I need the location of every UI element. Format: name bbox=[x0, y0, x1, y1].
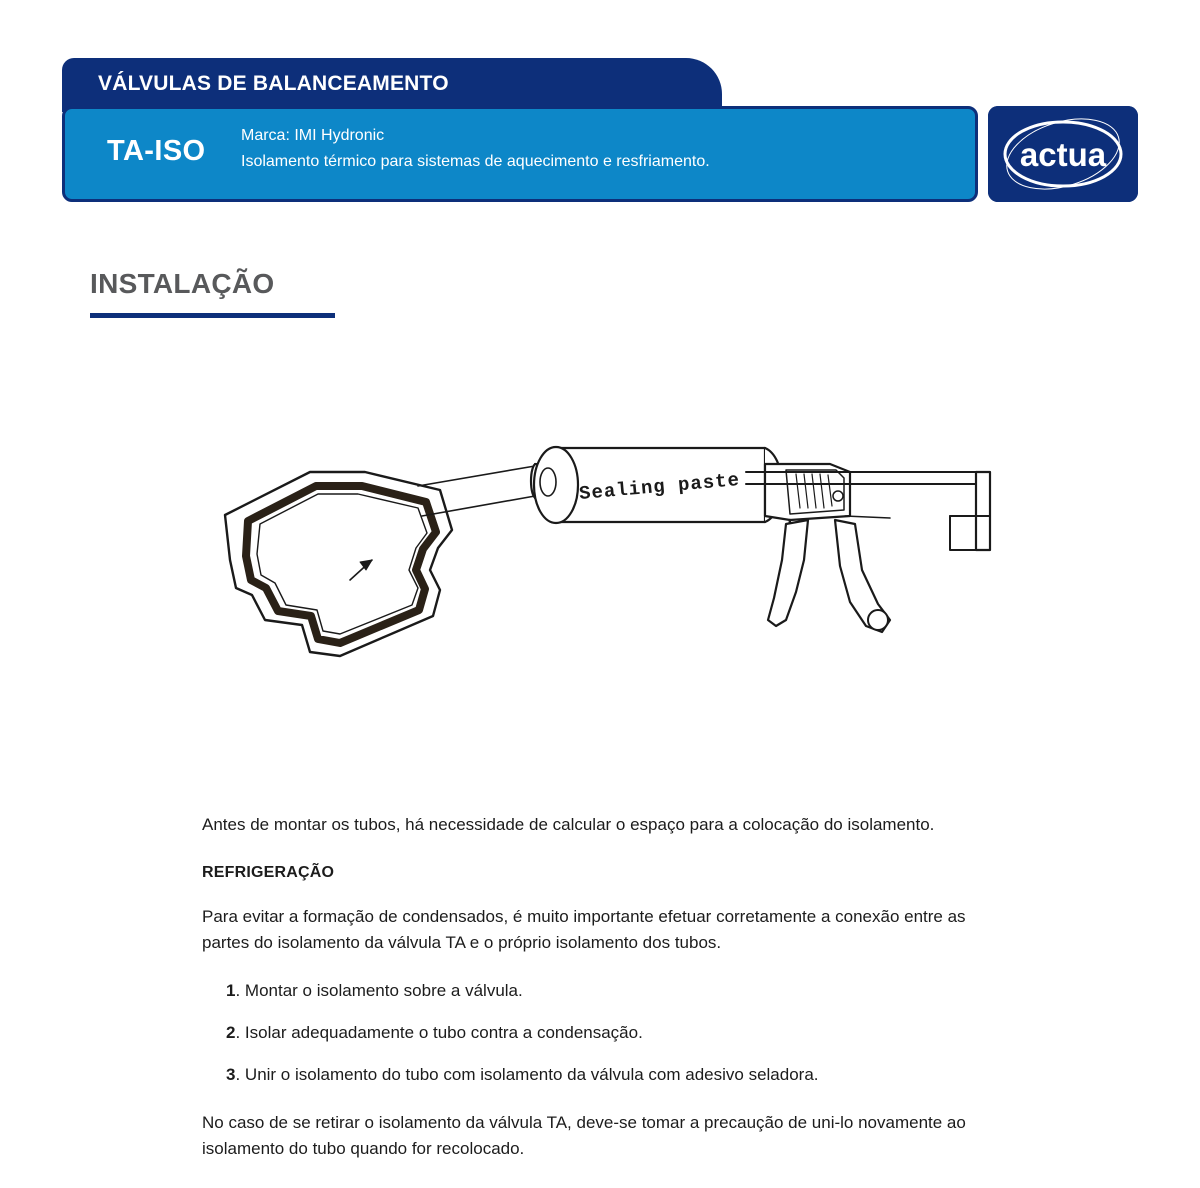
header-category-banner bbox=[62, 58, 722, 112]
step-text: . Montar o isolamento sobre a válvula. bbox=[235, 981, 523, 1000]
product-code: TA-ISO bbox=[107, 135, 206, 167]
product-brand: Marca: IMI Hydronic bbox=[241, 127, 385, 144]
body-content bbox=[202, 812, 1002, 1188]
document-header bbox=[62, 58, 1138, 210]
page-title: INSTALAÇÃO bbox=[90, 268, 275, 299]
header-product-banner bbox=[62, 106, 978, 202]
intro-paragraph: Antes de montar os tubos, há necessidade de calcular o espaço para a colocação do isolamento. bbox=[202, 815, 935, 834]
svg-text:actua: actua bbox=[1019, 136, 1107, 173]
step-text: . Isolar adequadamente o tubo contra a condensação. bbox=[235, 1023, 643, 1042]
actua-logo bbox=[988, 106, 1138, 202]
list-item bbox=[202, 978, 1002, 1004]
caulking-gun-drawing-icon bbox=[190, 420, 1030, 720]
subsection-heading: REFRIGERAÇÃO bbox=[202, 864, 335, 881]
actua-logo-icon bbox=[988, 106, 1138, 202]
title-underline bbox=[90, 313, 335, 318]
step-number: 1 bbox=[226, 981, 236, 1000]
header-category-title: VÁLVULAS DE BALANCEAMENTO bbox=[98, 72, 449, 95]
list-item bbox=[202, 1020, 1002, 1046]
step-number: 2 bbox=[226, 1023, 236, 1042]
installation-illustration bbox=[190, 420, 1030, 720]
list-item bbox=[202, 1062, 1002, 1088]
svg-text:Sealing paste: Sealing paste bbox=[578, 469, 741, 506]
steps-list bbox=[202, 978, 1002, 1088]
closing-paragraph: No caso de se retirar o isolamento da válvula TA, deve-se tomar a precaução de uni-lo novamente ao isolamento do tubo quando for recolocado. bbox=[202, 1113, 966, 1158]
step-number: 3 bbox=[226, 1065, 236, 1084]
product-description: Isolamento térmico para sistemas de aquecimento e resfriamento. bbox=[241, 153, 710, 170]
refrigeration-paragraph: Para evitar a formação de condensados, é muito importante efetuar corretamente a conexão entre as partes do isolamento da válvula TA e o próprio isolamento dos tubos. bbox=[202, 907, 966, 952]
step-text: . Unir o isolamento do tubo com isolamento da válvula com adesivo seladora. bbox=[235, 1065, 819, 1084]
